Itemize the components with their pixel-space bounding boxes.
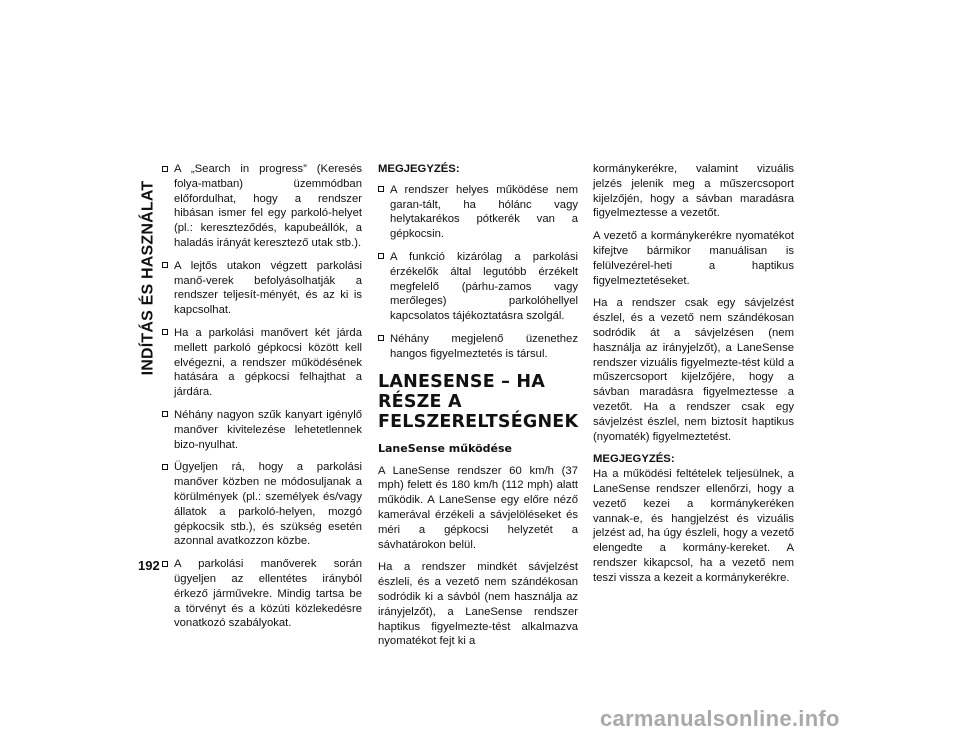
section-title: LANESENSE – HA RÉSZE A FELSZERELTSÉGNEK — [378, 371, 579, 432]
column-1 — [162, 162, 362, 639]
bullet-square-icon — [162, 329, 168, 335]
paragraph: A LaneSense rendszer 60 km/h (37 mph) felett és 180 km/h (112 mph) alatt működik. A LaneSense egy előre néző kamerával érzékeli a sávjelöléseket és méri a gépkocsi helyzetét a sávhatárokon belül. — [378, 464, 578, 551]
list-item: Ha a parkolási manővert két járda mellett parkoló gépkocsi között kell elvégezni, a rendszer működésének hatására a gépkocsi felhajthat a járdára. — [162, 326, 362, 400]
bullet-square-icon — [162, 464, 168, 470]
list-item: A funkció kizárólag a parkolási érzékelők által legutóbb érzékelt megfelelő (párhu-zamos vagy merőleges) parkolóhellyel kapcsolatos tájékoztatásra szolgál. — [378, 250, 578, 324]
bullet-square-icon — [378, 186, 384, 192]
note-text: Ha a működési feltételek teljesülnek, a LaneSense rendszer ellenőrzi, hogy a vezető kezei a kormánykeréken vannak-e, és hangjelzést és vizuális jelzést ad, ha úgy észleli, hogy a vezető elengedte a kormány-kereket. A rendszer kikapcsol, ha a vezető nem teszi vissza a kezeit a kormánykerékre. — [593, 468, 794, 584]
column-3 — [593, 162, 794, 594]
bullet-square-icon — [162, 411, 168, 417]
paragraph: kormánykerékre, valamint vizuális jelzés jelenik meg a műszercsoport kijelzőjén, hogy a sávban maradásra figyelmeztesse a vezetőt. — [593, 163, 794, 220]
list-item: A „Search in progress” (Keresés folya-matban) üzemmódban előfordulhat, hogy a rendszer hibásan ismer fel egy parkoló-helyet (pl.: kereszteződés, kapubeállók, a haladás irányát keresztező utak stb.). — [162, 162, 362, 251]
subsection-title: LaneSense működése — [378, 441, 512, 455]
chapter-title: INDÍTÁS ÉS HASZNÁLAT — [139, 180, 156, 376]
page-number: 192 — [138, 558, 160, 573]
note-heading: MEGJEGYZÉS: — [378, 163, 460, 175]
list-item: A parkolási manőverek során ügyeljen az ellentétes irányból érkező járművekre. Mindig tartsa be a törvényt és a közúti közlekedésre vonatkozó szabályokat. — [162, 557, 362, 631]
list-item: Néhány megjelenő üzenethez hangos figyelmeztetés is társul. — [378, 332, 578, 362]
column-2 — [378, 162, 578, 657]
bullet-square-icon — [162, 262, 168, 268]
bullet-square-icon — [162, 561, 168, 567]
paragraph: A vezető a kormánykerékre nyomatékot kifejtve bármikor manuálisan is felülvezérel-heti a haptikus figyelmeztetéseket. — [593, 230, 794, 287]
bullet-square-icon — [378, 253, 384, 259]
list-item: A lejtős utakon végzett parkolási manő-verek befolyásolhatják a rendszer teljesít-ményét, és az ki is kapcsolhat. — [162, 259, 362, 318]
note-heading: MEGJEGYZÉS: — [593, 453, 675, 466]
paragraph: Ha a rendszer mindkét sávjelzést észleli, és a vezető nem szándékosan sodródik ki a sávból (nem használja az irányjelzőt), a LaneSense rendszer haptikus figyelmezte-tést alkalmazva nyomatékot fejt ki a — [378, 561, 578, 648]
watermark: carmanualsonline.info — [600, 706, 840, 731]
chapter-side-tab — [136, 172, 160, 384]
bullet-square-icon — [162, 166, 168, 172]
list-item: Ügyeljen rá, hogy a parkolási manőver közben ne módosuljanak a körülmények (pl.: személyek és/vagy állatok a parkoló-helyen, mozgó gépkocsik stb.), és szükség esetén azonnal avatkozzon közbe. — [162, 460, 362, 549]
bullet-square-icon — [378, 335, 384, 341]
list-item: A rendszer helyes működése nem garan-tált, ha hólánc vagy helytakarékos pótkerék van a gépkocsin. — [378, 183, 578, 242]
paragraph: Ha a rendszer csak egy sávjelzést észlel, és a vezető nem szándékosan sodródik át a sávjelzésen (nem használja az irányjelzőt), a LaneSense rendszer vizuális figyelmezte-tést küld a műszercsoport kijelzőjére, hogy a sávban maradásra figyelmeztesse a vezetőt. Ha a rendszer csak egy sávjelzést észlel, nem biztosít haptikus (nyomaték) figyelmeztetést. — [593, 297, 794, 443]
list-item: Néhány nagyon szűk kanyart igénylő manőver kivitelezése lehetetlennek bizo-nyulhat. — [162, 408, 362, 452]
